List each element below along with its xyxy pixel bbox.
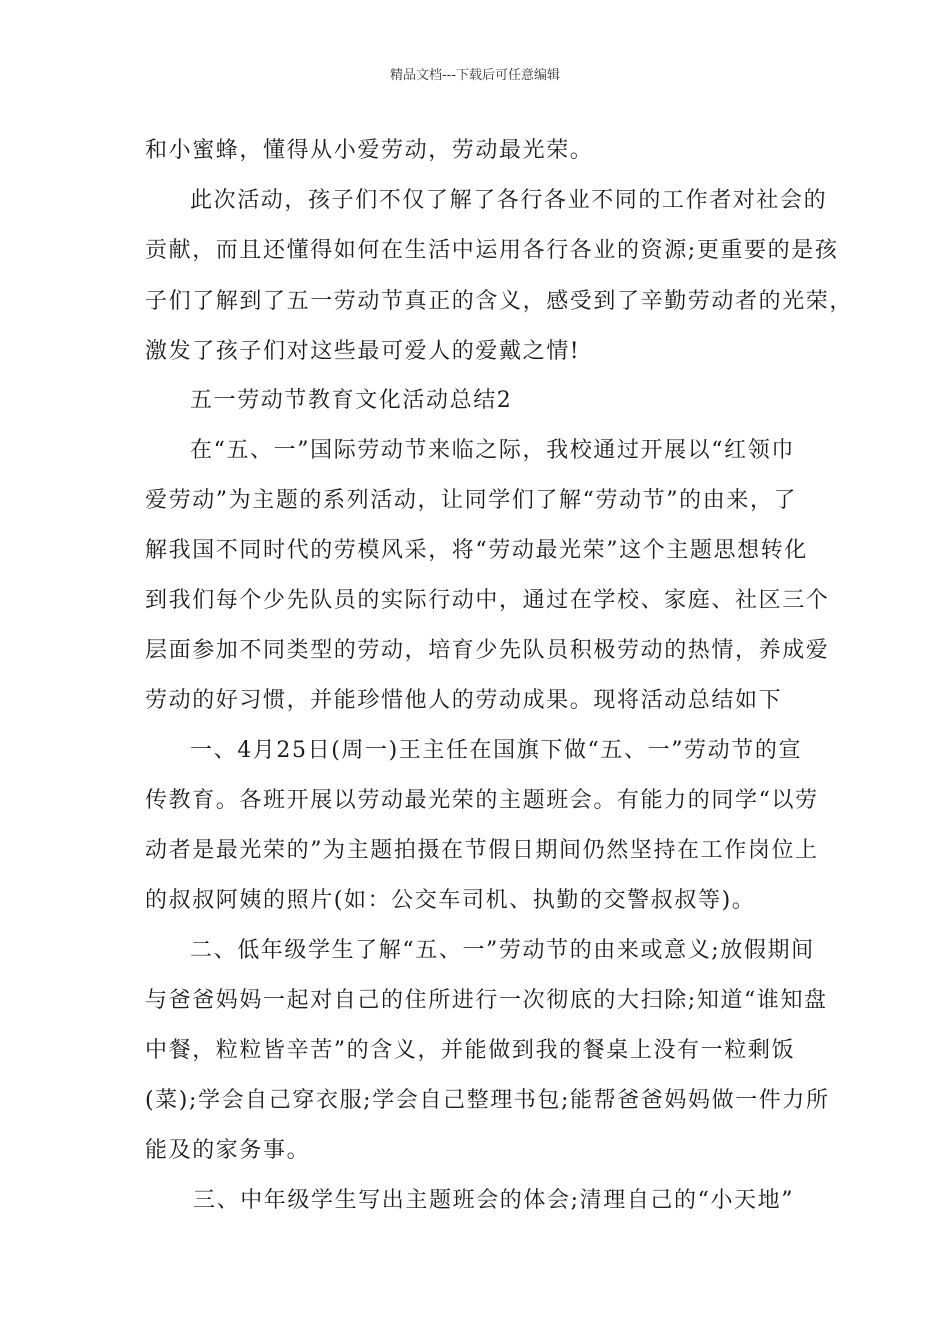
- text-line: 的叔叔阿姨的照片(如：公交车司机、执勤的交警叔叔等)。: [145, 888, 756, 913]
- text-line: 和小蜜蜂，懂得从小爱劳动，劳动最光荣。: [145, 138, 594, 163]
- text-line: 解我国不同时代的劳模风采，将“劳动最光荣”这个主题思想转化: [145, 538, 808, 563]
- text-line: 三、中年级学生写出主题班会的体会;清理自己的“小天地”: [193, 1188, 795, 1213]
- text-line: 一、4月25日(周一)王主任在国旗下做“五、一”劳动节的宣: [190, 738, 803, 763]
- page-header: 精品文档---下载后可任意编辑: [389, 68, 561, 83]
- text-line: 激发了孩子们对这些最可爱人的爱戴之情!: [145, 339, 581, 364]
- section-heading: 五一劳动节教育文化活动总结2: [190, 388, 513, 413]
- text-line: 能及的家务事。: [145, 1138, 311, 1163]
- text-line: 子们了解到了五一劳动节真正的含义，感受到了辛勤劳动者的光荣，: [145, 289, 854, 314]
- text-line: 中餐，粒粒皆辛苦”的含义，并能做到我的餐桌上没有一粒剩饭: [145, 1038, 796, 1063]
- text-line: 此次活动，孩子们不仅了解了各行各业不同的工作者对社会的: [190, 188, 828, 213]
- text-line: 贡献，而且还懂得如何在生活中运用各行各业的资源;更重要的是孩: [145, 238, 839, 263]
- text-line: 传教育。各班开展以劳动最光荣的主题班会。有能力的同学“以劳: [145, 788, 819, 813]
- text-line: 劳动的好习惯，并能珍惜他人的劳动成果。现将活动总结如下: [145, 688, 783, 713]
- text-line: 与爸爸妈妈一起对自己的住所进行一次彻底的大扫除;知道“谁知盘: [145, 988, 828, 1013]
- text-line: 到我们每个少先队员的实际行动中，通过在学校、家庭、社区三个: [145, 588, 830, 613]
- text-line: 二、低年级学生了解“五、一”劳动节的由来或意义;放假期间: [190, 938, 815, 963]
- text-line: 层面参加不同类型的劳动，培育少先队员积极劳动的热情，养成爱: [145, 638, 830, 663]
- text-line: (菜);学会自己穿衣服;学会自己整理书包;能帮爸爸妈妈做一件力所: [145, 1088, 830, 1113]
- text-line: 爱劳动”为主题的系列活动，让同学们了解“劳动节”的由来，了: [145, 488, 798, 513]
- text-line: 在“五、一”国际劳动节来临之际，我校通过开展以“红领巾: [190, 438, 795, 463]
- text-line: 动者是最光荣的”为主题拍摄在节假日期间仍然坚持在工作岗位上: [145, 838, 819, 863]
